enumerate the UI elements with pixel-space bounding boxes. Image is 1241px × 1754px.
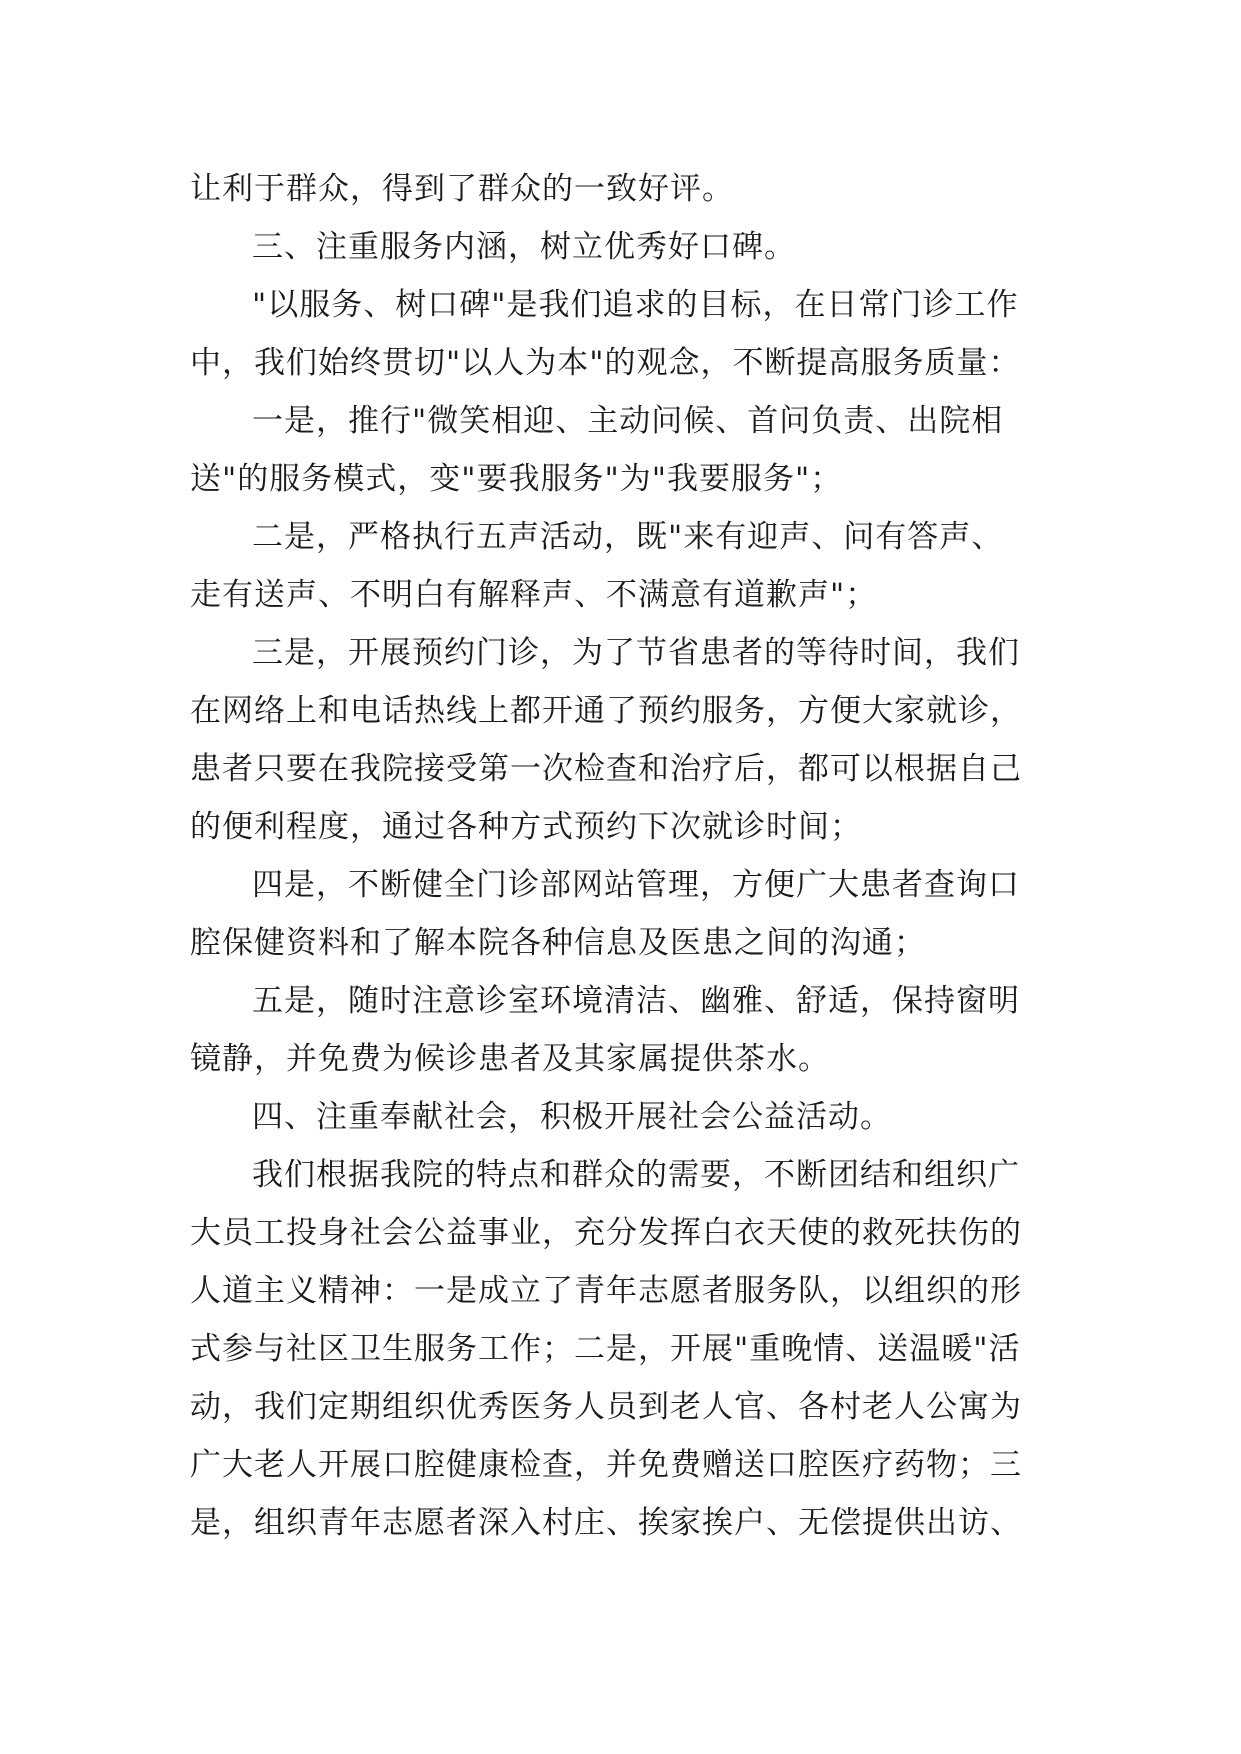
text-line: 人道主义精神：一是成立了青年志愿者服务队，以组织的形 [190,1273,1022,1309]
text-line: 三、注重服务内涵，树立优秀好口碑。 [252,229,796,265]
text-line: 三是，开展预约门诊，为了节省患者的等待时间，我们 [252,635,1020,671]
text-line: 一是，推行"微笑相迎、主动问候、首问负责、出院相 [252,403,1004,439]
text-line: 五是，随时注意诊室环境清洁、幽雅、舒适，保持窗明 [252,983,1020,1019]
text-line: 四是，不断健全门诊部网站管理，方便广大患者查询口 [252,867,1020,903]
text-line: 二是，严格执行五声活动，既"来有迎声、问有答声、 [252,519,1004,555]
text-line: 送"的服务模式，变"要我服务"为"我要服务"； [190,461,843,497]
text-line: 走有送声、不明白有解释声、不满意有道歉声"； [190,577,878,613]
text-line: 的便利程度，通过各种方式预约下次就诊时间； [190,809,862,845]
document-body [190,160,1070,1552]
text-line: "以服务、树口碑"是我们追求的目标，在日常门诊工作 [252,287,1019,323]
text-line: 动，我们定期组织优秀医务人员到老人官、各村老人公寓为 [190,1389,1022,1425]
text-line: 腔保健资料和了解本院各种信息及医患之间的沟通； [190,925,926,961]
text-line: 广大老人开展口腔健康检查，并免费赠送口腔医疗药物；三 [190,1447,1022,1483]
text-line: 患者只要在我院接受第一次检查和治疗后，都可以根据自己 [190,751,1022,787]
text-line: 让利于群众，得到了群众的一致好评。 [190,171,734,207]
text-line: 中，我们始终贯切"以人为本"的观念，不断提高服务质量： [190,345,1021,381]
text-line: 四、注重奉献社会，积极开展社会公益活动。 [252,1099,892,1135]
text-line: 我们根据我院的特点和群众的需要，不断团结和组织广 [252,1157,1020,1193]
text-line: 镜静，并免费为候诊患者及其家属提供茶水。 [190,1041,830,1077]
text-line: 式参与社区卫生服务工作；二是，开展"重晚情、送温暖"活 [190,1331,1021,1367]
text-line: 在网络上和电话热线上都开通了预约服务，方便大家就诊， [190,693,1022,729]
text-line: 大员工投身社会公益事业，充分发挥白衣天使的救死扶伤的 [190,1215,1022,1251]
text-line: 是，组织青年志愿者深入村庄、挨家挨户、无偿提供出访、 [190,1505,1022,1541]
